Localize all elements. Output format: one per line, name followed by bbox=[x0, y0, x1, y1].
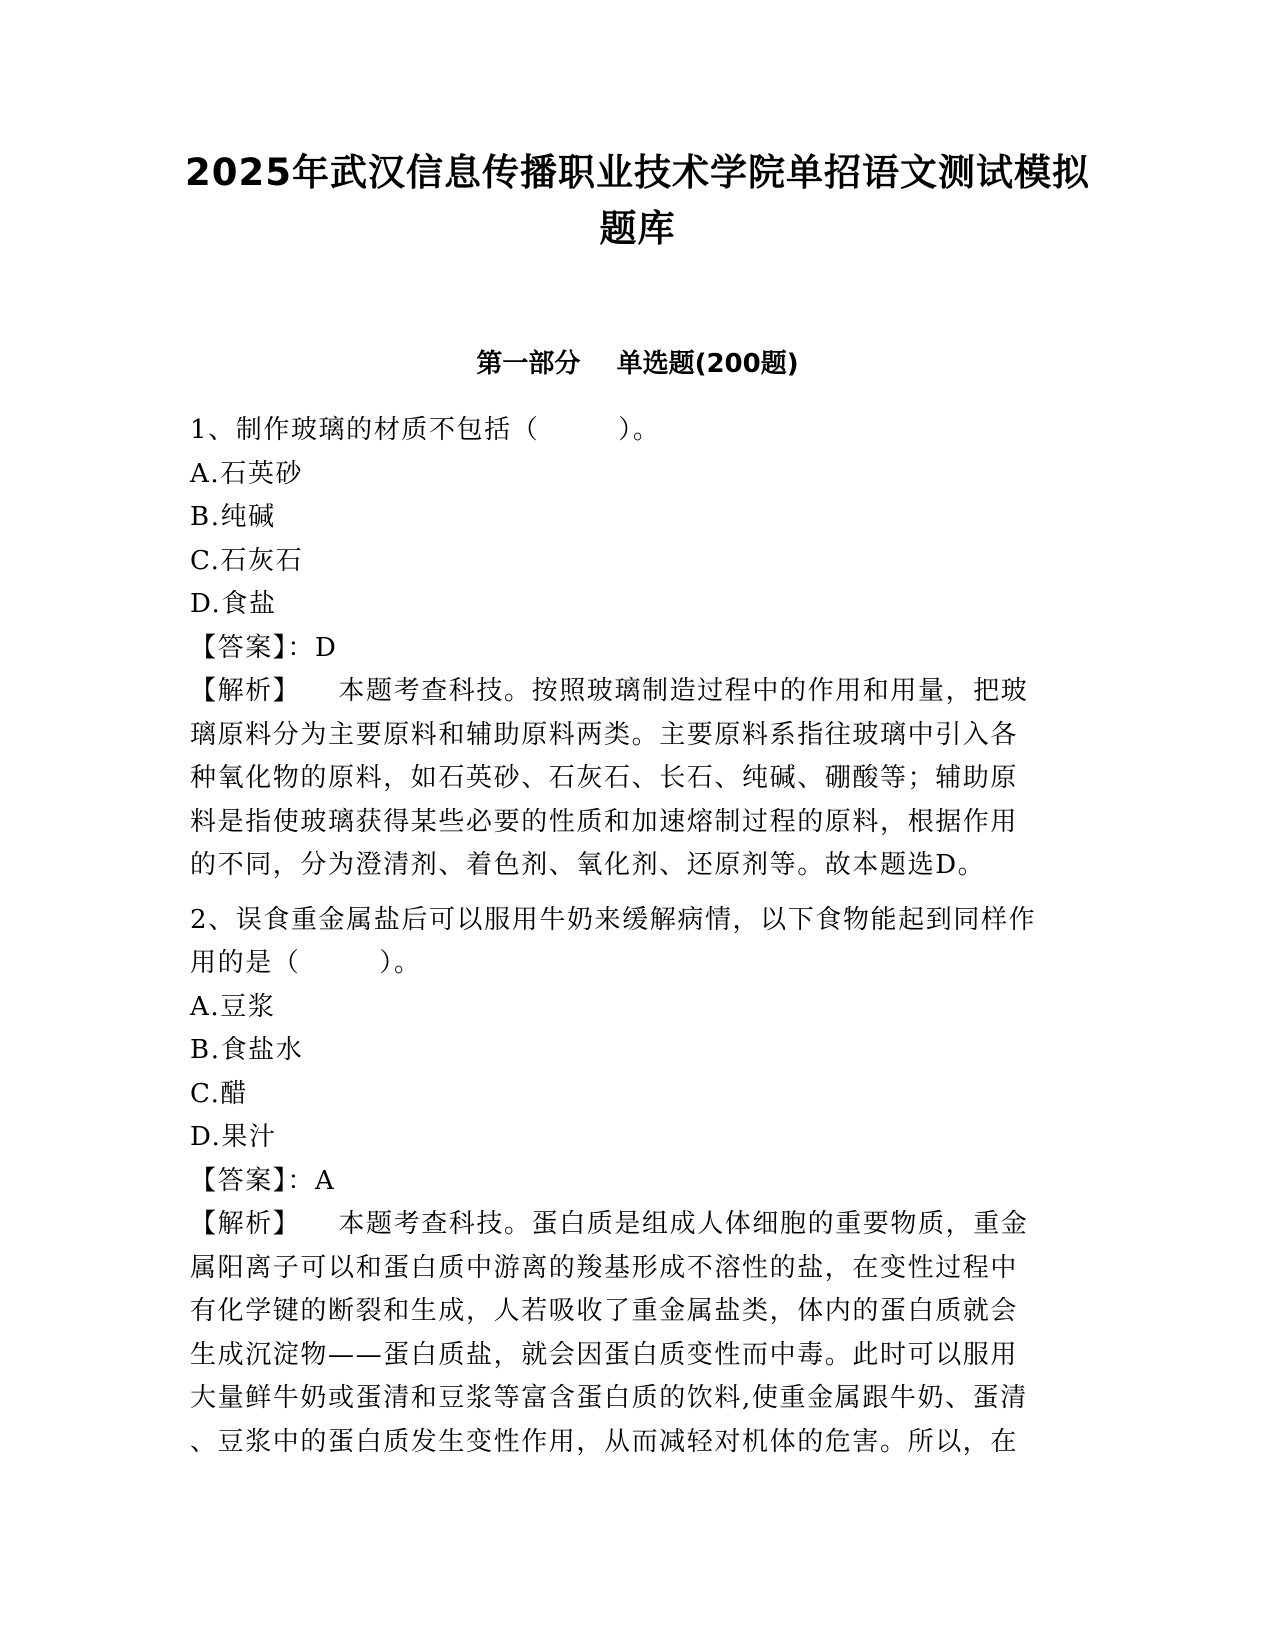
option-b: B.纯碱 bbox=[190, 502, 276, 532]
analysis-line: 种氧化物的原料，如石英砂、石灰石、长石、纯碱、硼酸等；辅助原 bbox=[190, 763, 1019, 793]
document-title-line-2: 题库 bbox=[599, 207, 676, 250]
analysis-label: 【解析】 bbox=[190, 676, 301, 706]
analysis-line: 有化学键的断裂和生成，人若吸收了重金属盐类，体内的蛋白质就会 bbox=[190, 1296, 1019, 1326]
analysis-line: 料是指使玻璃获得某些必要的性质和加速熔制过程的原料，根据作用 bbox=[190, 806, 1019, 837]
option-d: D.食盐 bbox=[190, 589, 277, 619]
analysis-line: 的不同，分为澄清剂、着色剂、氧化剂、还原剂等。故本题选D。 bbox=[190, 850, 986, 880]
analysis-line: 大量鲜牛奶或蛋清和豆浆等富含蛋白质的饮料,使重金属跟牛奶、蛋清 bbox=[190, 1383, 1028, 1413]
analysis-text: 本题考查科技。蛋白质是组成人体细胞的重要物质，重金 bbox=[338, 1209, 1029, 1239]
question-1 bbox=[190, 409, 1090, 888]
answer-label: 【答案】 bbox=[190, 1165, 288, 1196]
option-c: C.醋 bbox=[190, 1078, 249, 1109]
question-stem: 用的是（ ）。 bbox=[190, 948, 422, 978]
answer-line bbox=[190, 627, 1090, 671]
analysis-line: 属阳离子可以和蛋白质中游离的羧基形成不溶性的盐，在变性过程中 bbox=[190, 1252, 1019, 1283]
analysis-line bbox=[190, 670, 1090, 714]
analysis-text: 本题考查科技。按照玻璃制造过程中的作用和用量，把玻 bbox=[338, 676, 1029, 706]
question-list bbox=[190, 409, 1090, 1464]
answer-label: 【答案】 bbox=[190, 632, 288, 663]
option-b: B.食盐水 bbox=[190, 1035, 304, 1065]
option-a: A.豆浆 bbox=[190, 991, 276, 1022]
option-c: C.石灰石 bbox=[190, 545, 304, 576]
answer-value: ：A bbox=[287, 1165, 336, 1196]
document-title-line-1: 2025年武汉信息传播职业技术学院单招语文测试模拟 bbox=[185, 151, 1090, 194]
option-d: D.果汁 bbox=[190, 1122, 277, 1152]
question-2 bbox=[190, 899, 1090, 1465]
question-stem: 1、制作玻璃的材质不包括（ ）。 bbox=[190, 415, 661, 445]
question-stem: 2、误食重金属盐后可以服用牛奶来缓解病情，以下食物能起到同样作 bbox=[190, 904, 1037, 935]
analysis-line: 璃原料分为主要原料和辅助原料两类。主要原料系指往玻璃中引入各 bbox=[190, 719, 1019, 750]
analysis-line: 、豆浆中的蛋白质发生变性作用，从而减轻对机体的危害。所以，在 bbox=[190, 1426, 1019, 1457]
answer-value: ：D bbox=[287, 632, 338, 663]
analysis-line: 生成沉淀物——蛋白质盐，就会因蛋白质变性而中毒。此时可以服用 bbox=[190, 1339, 1019, 1370]
analysis-line bbox=[190, 1203, 1090, 1247]
answer-line bbox=[190, 1160, 1090, 1204]
option-a: A.石英砂 bbox=[190, 458, 304, 489]
section-heading: 第一部分 单选题(200题) bbox=[476, 349, 799, 379]
analysis-label: 【解析】 bbox=[190, 1209, 301, 1239]
